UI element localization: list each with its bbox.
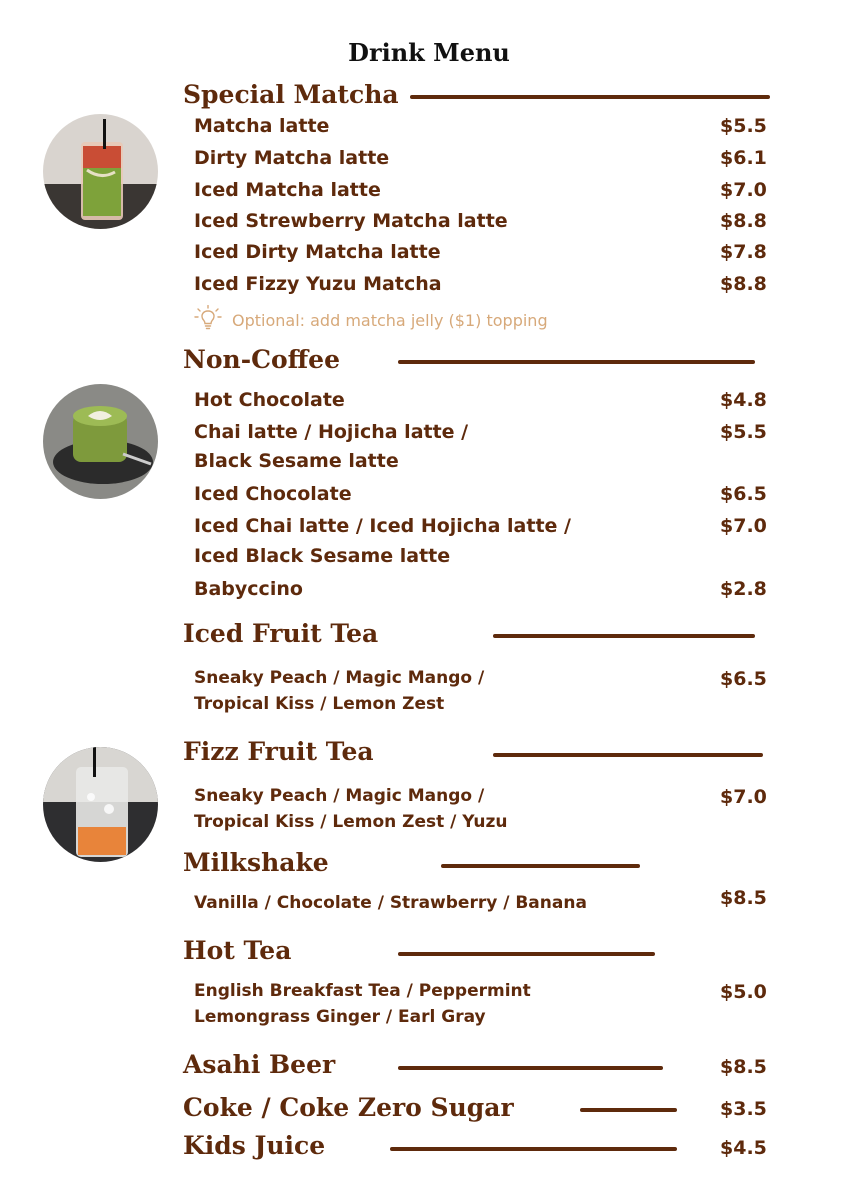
lightbulb-icon [194, 305, 222, 335]
menu-item-price: $8.8 [720, 210, 767, 232]
section-heading-non-coffee: Non-Coffee [183, 345, 340, 374]
section-heading-coke: Coke / Coke Zero Sugar [183, 1093, 514, 1122]
menu-item-name: Iced Dirty Matcha latte [194, 241, 441, 263]
menu-item-price: $2.8 [720, 578, 767, 600]
section-rule [441, 864, 640, 868]
section-heading-fizz-fruit-tea: Fizz Fruit Tea [183, 737, 374, 766]
menu-item-name-continued: Iced Black Sesame latte [194, 545, 451, 567]
section-rule [398, 952, 655, 956]
menu-item-name-continued: Black Sesame latte [194, 450, 399, 472]
section-rule [390, 1147, 677, 1151]
menu-title: Drink Menu [348, 38, 510, 67]
menu-item-price: $6.5 [720, 483, 767, 505]
menu-item-name: Iced Chocolate [194, 483, 352, 505]
menu-item-price: $3.5 [720, 1098, 767, 1120]
iced-strawberry-matcha-photo [43, 114, 158, 229]
menu-item-name-continued: Lemongrass Ginger / Earl Gray [194, 1007, 486, 1027]
menu-item-name: Babyccino [194, 578, 303, 600]
section-rule [410, 95, 770, 99]
menu-item-price: $6.1 [720, 147, 767, 169]
menu-item-price: $4.5 [720, 1137, 767, 1159]
topping-note [194, 305, 548, 335]
menu-item-price: $5.0 [720, 981, 767, 1003]
menu-item-name: Sneaky Peach / Magic Mango / [194, 786, 485, 806]
menu-item-name-continued: Tropical Kiss / Lemon Zest / Yuzu [194, 812, 508, 832]
section-heading-milkshake: Milkshake [183, 848, 329, 877]
menu-item-name: Vanilla / Chocolate / Strawberry / Banana [194, 893, 587, 913]
menu-item-price: $8.5 [720, 887, 767, 909]
menu-item-price: $7.8 [720, 241, 767, 263]
section-rule [493, 753, 763, 757]
menu-item-name: English Breakfast Tea / Peppermint [194, 981, 531, 1001]
menu-item-name: Iced Strewberry Matcha latte [194, 210, 508, 232]
section-rule [493, 634, 755, 638]
menu-item-price: $7.0 [720, 179, 767, 201]
menu-item-name: Iced Chai latte / Iced Hojicha latte / [194, 515, 571, 537]
section-heading-kids-juice: Kids Juice [183, 1131, 326, 1160]
menu-item-name: Matcha latte [194, 115, 330, 137]
menu-item-price: $8.5 [720, 1056, 767, 1078]
menu-item-name-continued: Tropical Kiss / Lemon Zest [194, 694, 445, 714]
menu-item-price: $6.5 [720, 668, 767, 690]
menu-item-price: $7.0 [720, 786, 767, 808]
topping-note-text: Optional: add matcha jelly ($1) topping [232, 310, 548, 330]
menu-item-price: $5.5 [720, 421, 767, 443]
fizz-fruit-tea-photo [43, 747, 158, 862]
section-heading-special-matcha: Special Matcha [183, 80, 399, 109]
matcha-latte-art-photo [43, 384, 158, 499]
menu-item-price: $4.8 [720, 389, 767, 411]
menu-item-name: Sneaky Peach / Magic Mango / [194, 668, 485, 688]
section-rule [580, 1108, 677, 1112]
section-heading-asahi-beer: Asahi Beer [183, 1050, 336, 1079]
menu-item-name: Dirty Matcha latte [194, 147, 390, 169]
menu-item-price: $5.5 [720, 115, 767, 137]
menu-item-name: Chai latte / Hojicha latte / [194, 421, 469, 443]
menu-item-price: $8.8 [720, 273, 767, 295]
menu-item-name: Hot Chocolate [194, 389, 345, 411]
menu-item-price: $7.0 [720, 515, 767, 537]
menu-item-name: Iced Fizzy Yuzu Matcha [194, 273, 442, 295]
section-heading-iced-fruit-tea: Iced Fruit Tea [183, 619, 379, 648]
section-heading-hot-tea: Hot Tea [183, 936, 292, 965]
menu-item-name: Iced Matcha latte [194, 179, 381, 201]
section-rule [398, 360, 755, 364]
section-rule [398, 1066, 663, 1070]
